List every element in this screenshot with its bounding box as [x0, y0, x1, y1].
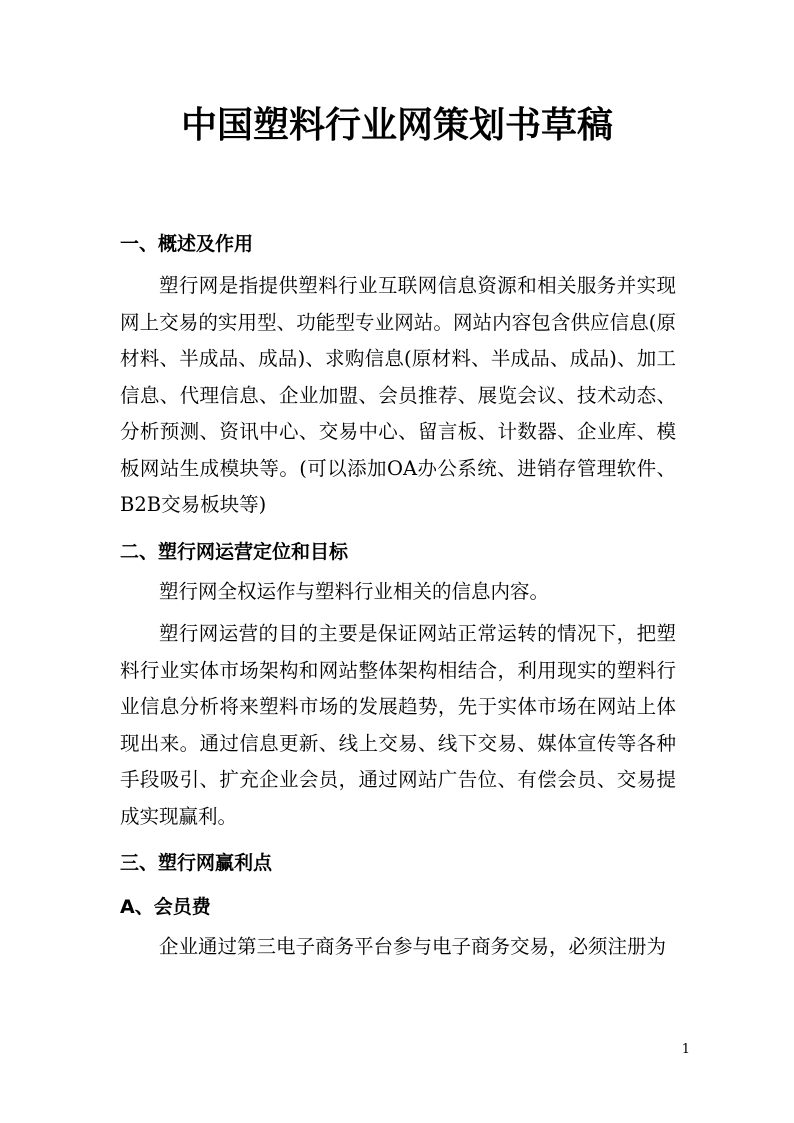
subsection-heading-membership: A、会员费	[120, 896, 211, 918]
paragraph-membership: 企业通过第三电子商务平台参与电子商务交易，必须注册为	[159, 935, 667, 958]
section-heading-overview: 一、概述及作用	[120, 233, 254, 255]
page-number: 1	[681, 1042, 690, 1057]
section-heading-profit: 三、塑行网赢利点	[120, 852, 273, 874]
paragraph-positioning-2: 塑行网运营的目的主要是保证网站正常运转的情况下，把塑料行业实体市场架构和网站整体架构相结合，利用现实的塑料行业信息分析将来塑料市场的发展趋势，先于实体市场在网站上体现出来。通过信息更新、线上交易、线下交易、媒体宣传等各种手段吸引、扩充企业会员，通过网站广告位、有偿会员、交易提成实现赢利。	[120, 622, 676, 828]
paragraph-overview: 塑行网是指提供塑料行业互联网信息资源和相关服务并实现网上交易的实用型、功能型专业网站。网站内容包含供应信息(原材料、半成品、成品)、求购信息(原材料、半成品、成品)、加工信息、代理信息、企业加盟、会员推荐、展览会议、技术动态、分析预测、资讯中心、交易中心、留言板、计数器、企业库、模板网站生成模块等。(可以添加OA办公系统、进销存管理软件、B2B交易板块等)	[120, 274, 676, 516]
document-title: 中国塑料行业网策划书草稿	[180, 105, 613, 146]
paragraph-positioning-1: 塑行网全权运作与塑料行业相关的信息内容。	[159, 579, 550, 603]
document-body	[120, 222, 676, 972]
section-heading-positioning: 二、塑行网运营定位和目标	[120, 540, 349, 563]
